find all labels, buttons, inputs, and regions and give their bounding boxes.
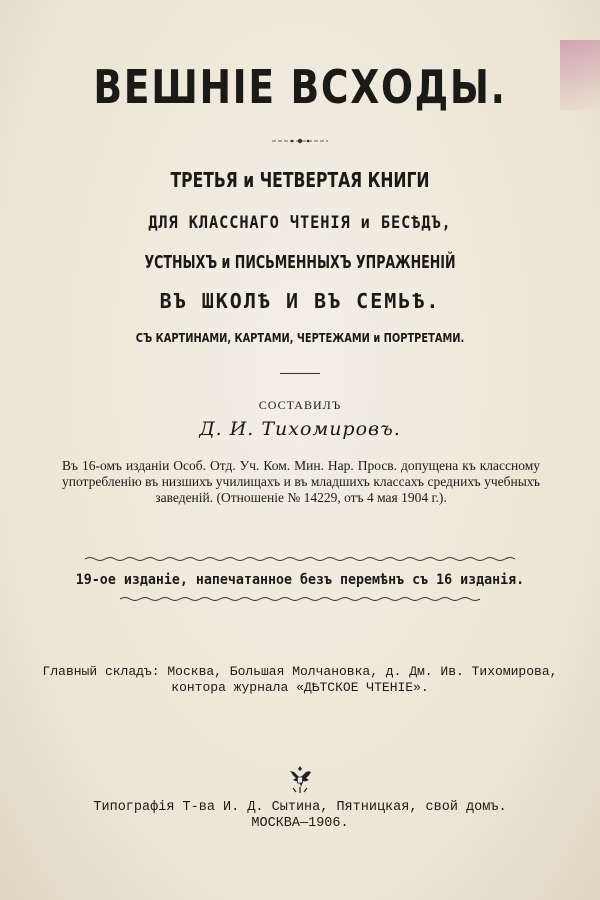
subtitle-line-5: СЪ КАРТИНАМИ, КАРТАМИ, ЧЕРТЕЖАМИ и ПОРТРЕТАМИ.: [135, 331, 465, 345]
double-headed-eagle-emblem-icon: [0, 762, 600, 801]
ornament-divider: [0, 137, 600, 148]
author-name: Д. И. Тихомировъ.: [199, 418, 401, 440]
paper-stain: [560, 40, 600, 110]
printer-line-2: МОСКВА—1906.: [251, 816, 349, 831]
printer-line-1: Типографія Т-ва И. Д. Сытина, Пятницкая, свой домъ.: [93, 800, 507, 815]
subtitle-line-4: ВЪ ШКОЛѢ И ВЪ СЕМЬѢ.: [159, 289, 441, 313]
approval-note: Въ 16-омъ изданіи Особ. Отд. Уч. Ком. Мин. Нар. Просв. допущена къ классному употребленію въ низшихъ училищахъ и въ младшихъ классахъ среднихъ учебныхъ заведеній. (Отношеніе № 14229, отъ 4 мая 1904 г.).: [62, 458, 540, 505]
printer-info: [0, 800, 600, 832]
warehouse-line-1: Главный складъ: Москва, Большая Молчановка, д. Дм. Ив. Тихомирова,: [42, 664, 558, 679]
compiled-by-label: СОСТАВИЛЪ: [258, 398, 342, 412]
subtitle-line-2: ДЛЯ КЛАССНАГО ЧТЕНІЯ и БЕСѢДЪ,: [148, 213, 452, 233]
subtitle-line-3: УСТНЫХЪ и ПИСЬМЕННЫХЪ УПРАЖНЕНІЙ: [144, 252, 456, 273]
wavy-divider-bottom: [0, 596, 600, 602]
book-title: ВЕШНІЕ ВСХОДЫ.: [93, 60, 507, 114]
warehouse-info: [40, 664, 560, 696]
short-divider: [280, 373, 320, 374]
warehouse-line-2: контора журнала «ДѢТСКОЕ ЧТЕНІЕ».: [171, 680, 429, 695]
edition-line: 19-ое изданіе, напечатанное безъ перемѣнъ съ 16 изданія.: [75, 572, 525, 588]
subtitle-line-1: ТРЕТЬЯ и ЧЕТВЕРТАЯ КНИГИ: [170, 168, 430, 192]
wavy-divider-top: [0, 556, 600, 562]
